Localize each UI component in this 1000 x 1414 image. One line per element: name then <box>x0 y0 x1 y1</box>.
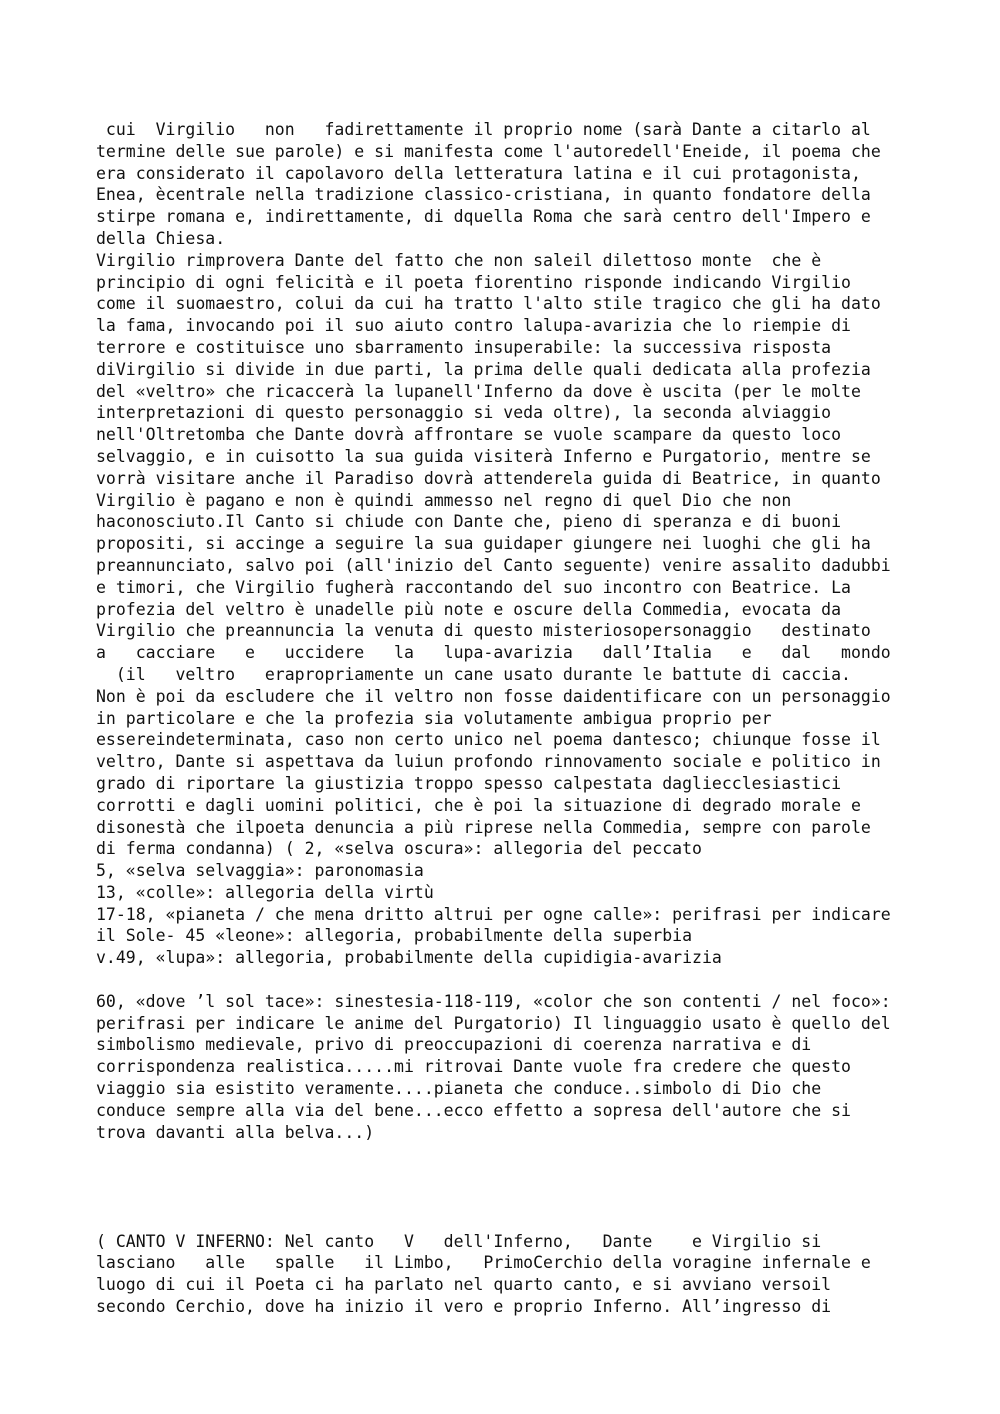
text-line: interpretazioni di questo personaggio si veda oltre), la seconda alviaggio <box>96 403 832 423</box>
text-line: nell'Oltretomba che Dante dovrà affrontare se vuole scampare da questo loco <box>96 425 842 445</box>
text-line: a cacciare e uccidere la lupa-avarizia dall’Italia e dal mondo <box>96 643 891 663</box>
text-line: selvaggio, e in cuisotto la sua guida visiterà Inferno e Purgatorio, mentre se <box>96 446 871 466</box>
text-line: Enea, ècentrale nella tradizione classico-cristiana, in quanto fondatore della <box>96 185 871 205</box>
text-line: la fama, invocando poi il suo aiuto contro lalupa-avarizia che lo riempie di <box>96 316 851 336</box>
text-line: (il veltro erapropriamente un cane usato durante le battute di caccia. <box>96 664 851 684</box>
text-line: simbolismo medievale, privo di preoccupazioni di coerenza narrativa e di <box>96 1035 812 1055</box>
commentary-block <box>96 119 976 969</box>
text-line: perifrasi per indicare le anime del Purgatorio) Il linguaggio usato è quello del <box>96 1013 891 1033</box>
text-line: corrotti e dagli uomini politici, che è poi la situazione di degrado morale e <box>96 795 861 815</box>
text-line: Non è poi da escludere che il veltro non fosse daidentificare con un personaggio <box>96 686 891 706</box>
text-line: del «veltro» che ricaccerà la lupanell'Inferno da dove è uscita (per le molte <box>96 381 861 401</box>
text-line: come il suomaestro, colui da cui ha tratto l'alto stile tragico che gli ha dato <box>96 294 881 314</box>
text-line: e timori, che Virgilio fugherà raccontando del suo incontro con Beatrice. La <box>96 577 851 597</box>
text-line: 60, «dove ’l sol tace»: sinestesia-118-119, «color che son contenti / nel foco»: <box>96 991 891 1011</box>
text-line: propositi, si accinge a seguire la sua guidaper giungere nei luoghi che gli ha <box>96 534 871 554</box>
text-line: trova davanti alla belva...) <box>96 1122 375 1142</box>
text-line: della Chiesa. <box>96 228 226 248</box>
text-line: essereindeterminata, caso non certo unico nel poema dantesco; chiunque fosse il <box>96 730 881 750</box>
text-line: grado di riportare la giustizia troppo spesso calpestata dagliecclesiastici <box>96 773 842 793</box>
text-line: era considerato il capolavoro della letteratura latina e il cui protagonista, <box>96 163 861 183</box>
blank-line <box>96 969 976 991</box>
text-line: 17-18, «pianeta / che mena dritto altrui per ogne calle»: perifrasi per indicare <box>96 904 891 924</box>
text-line: cui Virgilio non fadirettamente il proprio nome (sarà Dante a citarlo al <box>96 120 871 139</box>
text-line: principio di ogni felicità e il poeta fiorentino risponde indicando Virgilio <box>96 272 851 292</box>
text-line: disonestà che ilpoeta denuncia a più riprese nella Commedia, sempre con parole <box>96 817 871 837</box>
text-line: preannunciato, salvo poi (all'inizio del Canto seguente) venire assalito dadubbi <box>96 555 891 575</box>
text-line: ( CANTO V INFERNO: Nel canto V dell'Inferno, Dante e Virgilio si <box>96 1231 822 1251</box>
text-line: corrispondenza realistica.....mi ritrovai Dante vuole fra credere che questo <box>96 1057 851 1077</box>
text-line: Virgilio rimprovera Dante del fatto che non saleil dilettoso monte che è <box>96 250 822 270</box>
blank-line <box>96 1165 976 1187</box>
text-line: Virgilio è pagano e non è quindi ammesso nel regno di quel Dio che non <box>96 490 792 510</box>
text-line: haconosciuto.Il Canto si chiude con Dante che, pieno di speranza e di buoni <box>96 512 842 532</box>
text-line: in particolare e che la profezia sia volutamente ambigua proprio per <box>96 708 772 728</box>
text-line: di ferma condanna) ( 2, «selva oscura»: allegoria del peccato <box>96 839 702 859</box>
text-line: secondo Cerchio, dove ha inizio il vero e proprio Inferno. All’ingresso di <box>96 1297 832 1317</box>
notes-block <box>96 991 976 1144</box>
text-line: stirpe romana e, indirettamente, di dquella Roma che sarà centro dell'Impero e <box>96 207 871 227</box>
text-line: 5, «selva selvaggia»: paronomasia <box>96 861 424 881</box>
text-line: Virgilio che preannuncia la venuta di questo misteriosopersonaggio destinato <box>96 621 871 641</box>
text-line: termine delle sue parole) e si manifesta come l'autoredell'Eneide, il poema che <box>96 141 881 161</box>
text-line: il Sole- 45 «leone»: allegoria, probabilmente della superbia <box>96 926 693 946</box>
text-line: viaggio sia esistito veramente....pianeta che conduce..simbolo di Dio che <box>96 1079 822 1099</box>
text-line: v.49, «lupa»: allegoria, probabilmente della cupidigia-avarizia <box>96 948 722 968</box>
text-line: terrore e costituisce uno sbarramento insuperabile: la successiva risposta <box>96 337 832 357</box>
text-line: veltro, Dante si aspettava da luiun profondo rinnovamento sociale e politico in <box>96 752 881 772</box>
text-line: profezia del veltro è unadelle più note e oscure della Commedia, evocata da <box>96 599 842 619</box>
text-line: lasciano alle spalle il Limbo, PrimoCerchio della voragine infernale e <box>96 1253 871 1273</box>
text-line: 13, «colle»: allegoria della virtù <box>96 882 434 902</box>
document-page <box>96 119 976 1318</box>
text-line: diVirgilio si divide in due parti, la prima delle quali dedicata alla profezia <box>96 359 871 379</box>
text-line: luogo di cui il Poeta ci ha parlato nel quarto canto, e si avviano versoil <box>96 1275 832 1295</box>
canto-v-block <box>96 1231 976 1318</box>
blank-line <box>96 1187 976 1209</box>
text-line: conduce sempre alla via del bene...ecco effetto a sopresa dell'autore che si <box>96 1100 851 1120</box>
blank-line <box>96 1143 976 1165</box>
blank-line <box>96 1209 976 1231</box>
text-line: vorrà visitare anche il Paradiso dovrà attenderela guida di Beatrice, in quanto <box>96 468 881 488</box>
